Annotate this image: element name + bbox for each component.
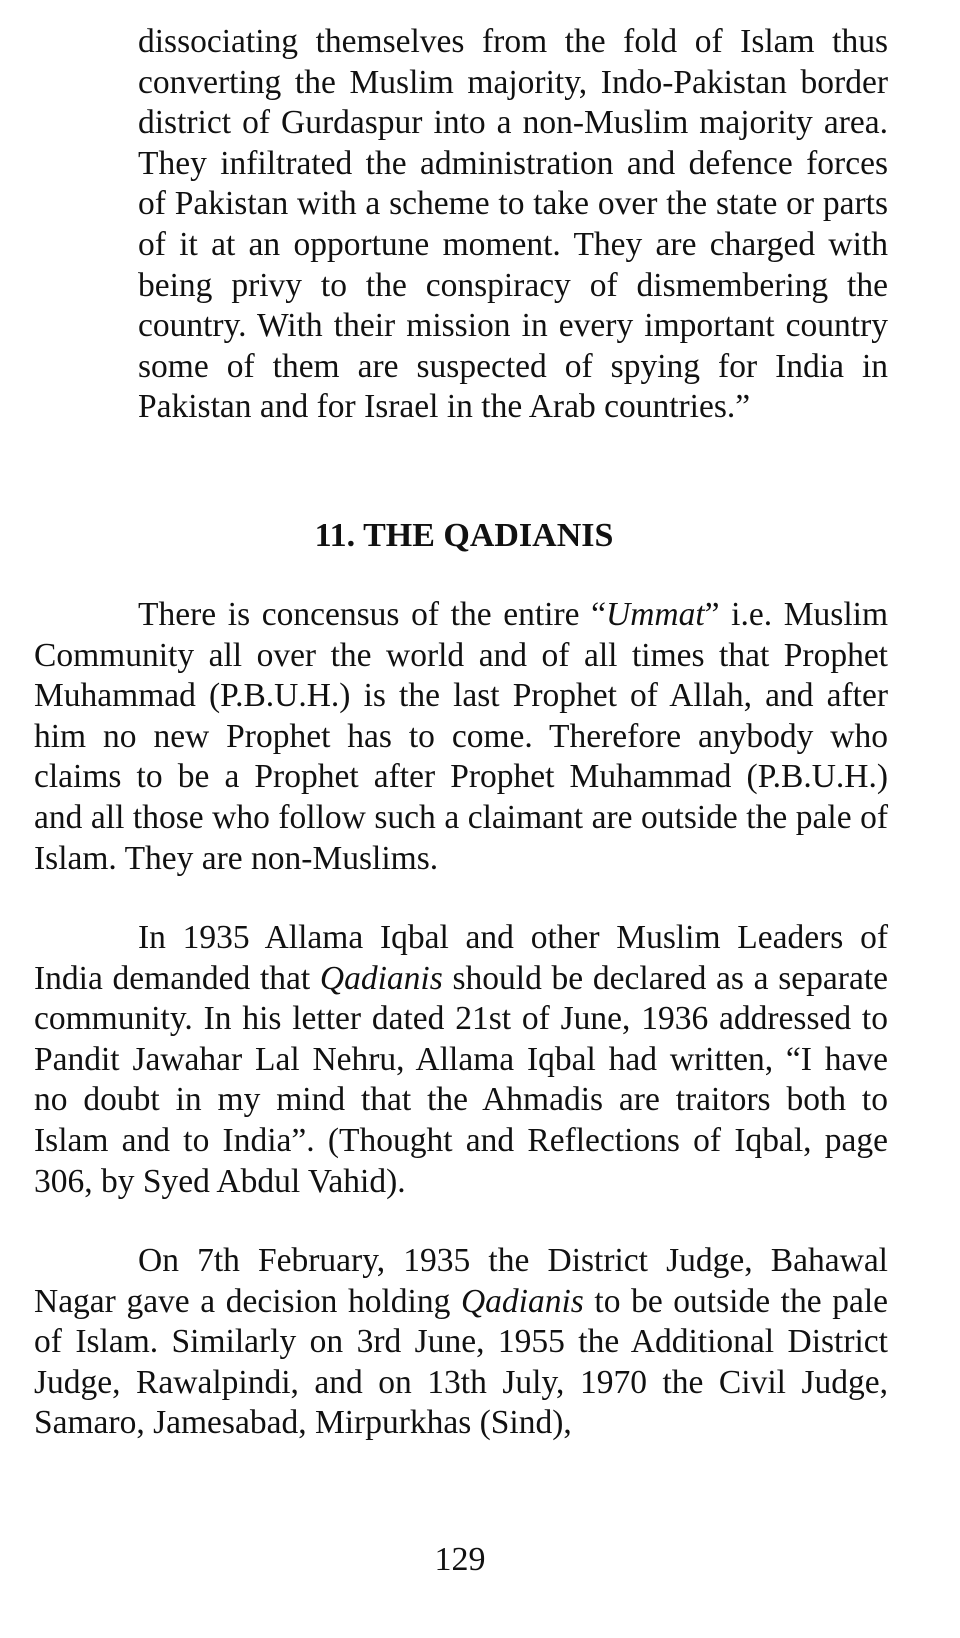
emphasis-term: Qadianis bbox=[319, 959, 443, 997]
paragraph-text: In 1935 Allama Iqbal and other Muslim Leaders of India demanded that bbox=[34, 919, 888, 997]
section-heading: 11. THE QADIANIS bbox=[314, 517, 614, 554]
emphasis-term: Qadianis bbox=[460, 1282, 584, 1320]
paragraph-text: to be outside the pale of Islam. Similarly on 3rd June, 1955 the Additional District Judge, Rawalpindi, and on 13th July, 1970 the Civil Judge, Samaro, Jamesabad, Mirpurkhas (Sind), bbox=[34, 1282, 889, 1442]
page-number: 129 bbox=[434, 1541, 486, 1578]
paragraph-text: On 7th February, 1935 the District Judge, Bahawal Nagar gave a decision holding bbox=[34, 1242, 888, 1320]
paragraph-iqbal bbox=[34, 918, 888, 1202]
paragraph-court-decisions bbox=[34, 1241, 888, 1444]
paragraph-ummat bbox=[34, 595, 888, 879]
paragraph-text: should be declared as a separate community. In his letter dated 21st of June, 1936 addressed to Pandit Jawahar Lal Nehru, Allama Iqbal had written, “I have no doubt in my mind that the Ahmadis are traitors both to Islam and to India”. (Thought and Reflections of Iqbal, page 306, by Syed Abdul Vahid). bbox=[34, 959, 889, 1200]
paragraph-text: There is concensus of the entire “ bbox=[138, 596, 607, 633]
quote-paragraph: dissociating themselves from the fold of Islam thus converting the Muslim majority, Indo-Pakistan border district of Gurdaspur into a non-Muslim majority area. They infiltrated the administration and defence forces of Pakistan with a scheme to take over the state or parts of it at an opportune moment. They are charged with being privy to the conspiracy of dismembering the country. With their mission in every important country some of them are suspected of spying for India in Pakistan and for Israel in the Arab countries.” bbox=[138, 23, 888, 426]
emphasis-term: Ummat bbox=[606, 596, 705, 633]
paragraph-text: ” i.e. Muslim Community all over the world and of all times that Prophet Muhammad (P.B.U.H.) is the last Prophet of Allah, and after him no new Prophet has to come. Therefore anybody who claims to be a Prophet after Prophet Muhammad (P.B.U.H.) and all those who follow such a claimant are outside the pale of Islam. They are non-Muslims. bbox=[34, 596, 889, 877]
